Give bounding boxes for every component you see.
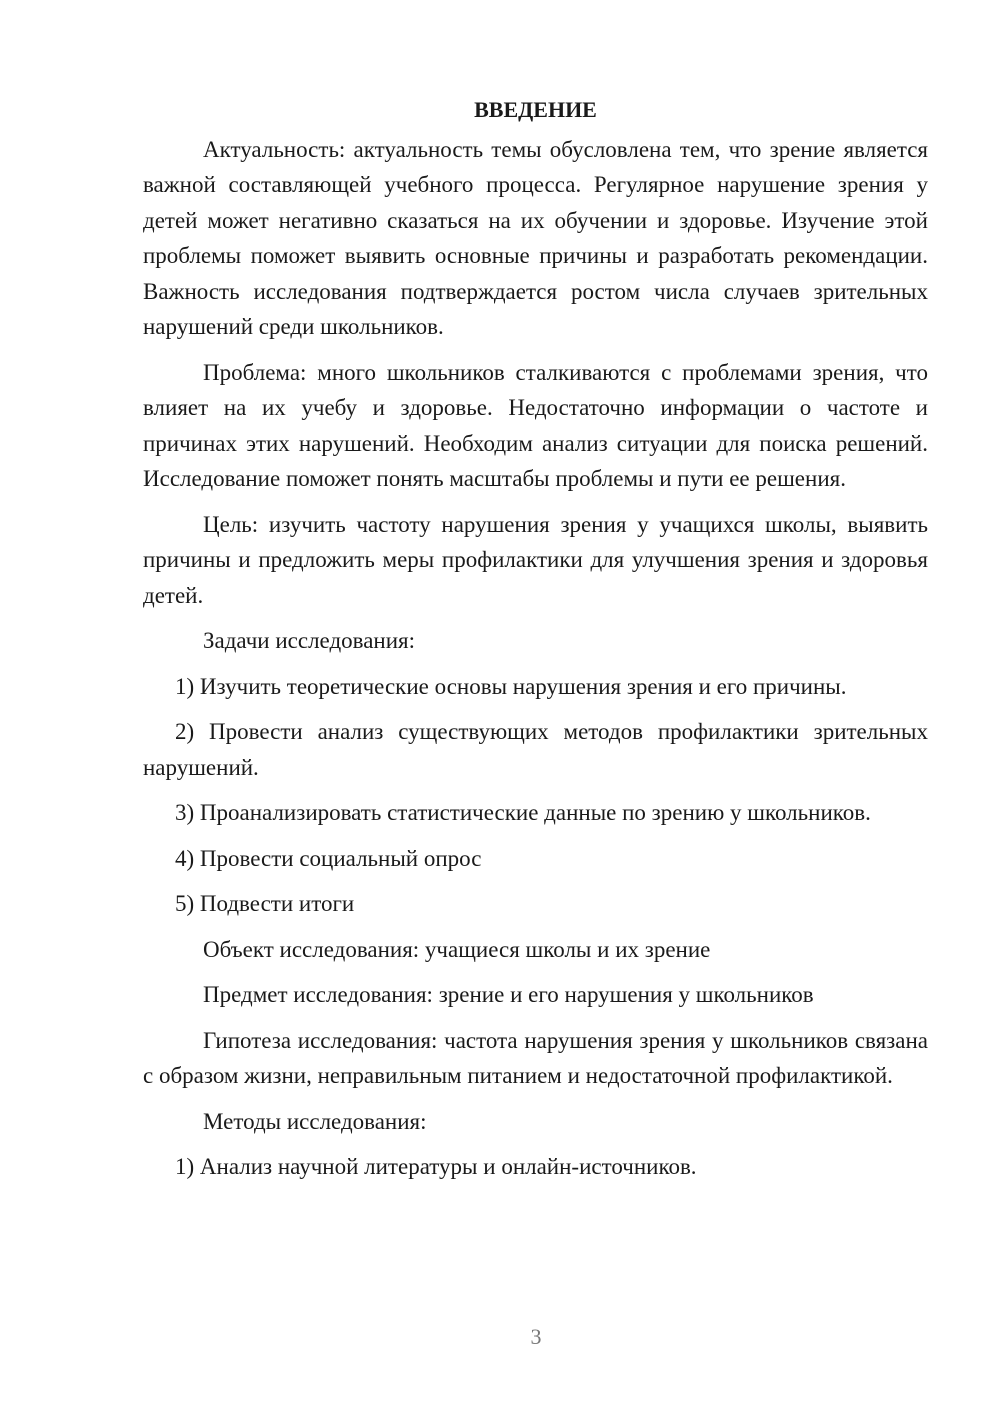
subject-line: Предмет исследования: зрение и его нарушения у школьников (203, 982, 814, 1007)
hypothesis-paragraph: Гипотеза исследования: частота нарушения зрения у школьников связана с образом жизни, неправильным питанием и недостаточной профилактикой. (143, 1027, 928, 1088)
task-item: 1) Изучить теоретические основы нарушения зрения и его причины. (175, 673, 847, 699)
method-item: 1) Анализ научной литературы и онлайн-источников. (175, 1154, 697, 1179)
problem-paragraph: Проблема: много школьников сталкиваются с проблемами зрения, что влияет на их учебу и здоровье. Недостаточно информации о частоте и причинах этих нарушений. Необходим анализ ситуации для поиска решений. Исследование поможет понять масштабы проблемы и пути ее решения. (143, 359, 928, 491)
relevance-paragraph: Актуальность: актуальность темы обусловлена тем, что зрение является важной составляющей учебного процесса. Регулярное нарушение зрения у детей может негативно сказаться на их обучении и здоровье. Изучение этой проблемы поможет выявить основные причины и разработать рекомендации. Важность исследования подтверждается ростом числа случаев зрительных нарушений среди школьников. (143, 136, 928, 339)
page-content (143, 92, 928, 1195)
task-item: 2) Провести анализ существующих методов профилактики зрительных нарушений. (143, 719, 928, 780)
task-item: 4) Провести социальный опрос (175, 845, 482, 871)
section-title: ВВЕДЕНИЕ (474, 97, 597, 122)
page-number: 3 (530, 1324, 542, 1349)
tasks-heading: Задачи исследования: (203, 628, 416, 653)
task-item: 3) Проанализировать статистические данные по зрению у школьников. (175, 800, 871, 825)
task-item: 5) Подвести итоги (175, 891, 355, 916)
goal-paragraph: Цель: изучить частоту нарушения зрения у учащихся школы, выявить причины и предложить меры профилактики для улучшения зрения и здоровья детей. (143, 511, 928, 608)
methods-heading: Методы исследования: (203, 1108, 427, 1134)
object-line: Объект исследования: учащиеся школы и их зрение (203, 936, 711, 962)
